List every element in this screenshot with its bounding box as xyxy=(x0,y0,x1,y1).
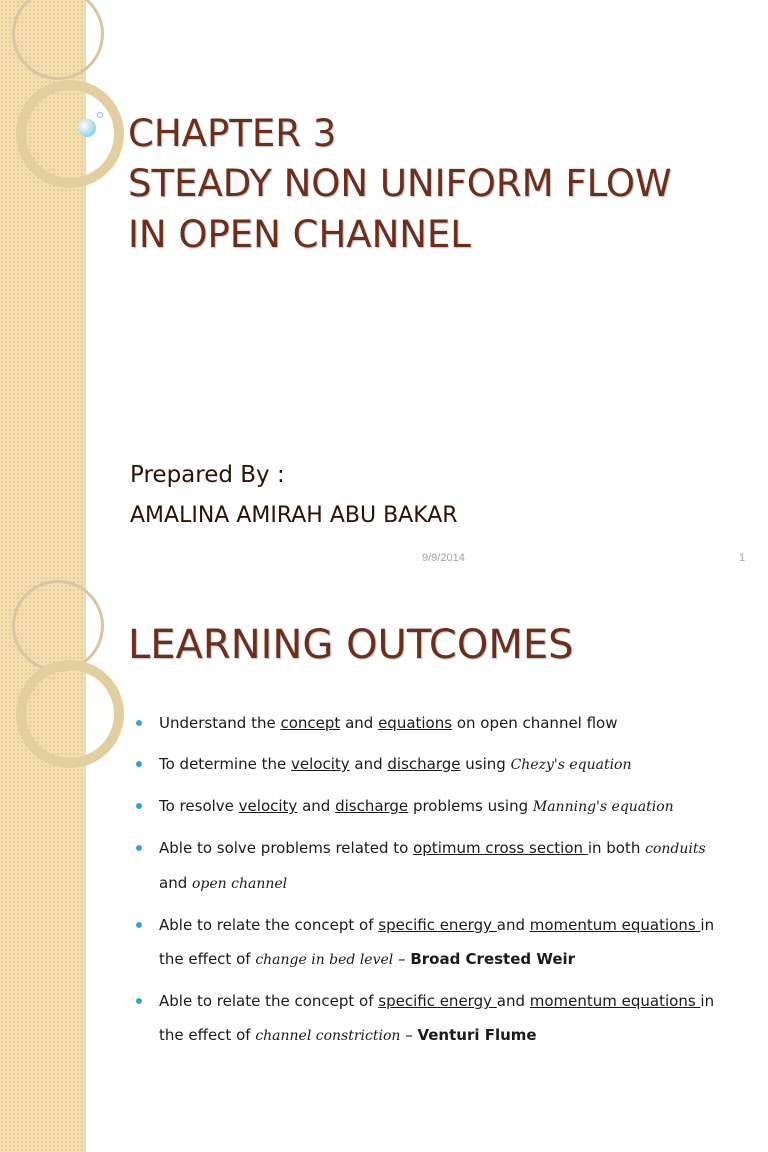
list-item: Understand the concept and equations on open channel flow xyxy=(136,706,736,740)
slide-title-line-1: CHAPTER 3 xyxy=(128,112,337,155)
list-item: To determine the velocity and discharge using Chezy's equation xyxy=(136,747,736,782)
author-name: AMALINA AMIRAH ABU BAKAR xyxy=(130,503,458,528)
prepared-by-label: Prepared By : xyxy=(130,462,285,488)
decorative-bubble-icon xyxy=(78,119,96,137)
slide-date: 9/9/2014 xyxy=(422,552,465,564)
decorative-ring-large xyxy=(12,580,104,672)
slide-title-line-2: STEADY NON UNIFORM FLOW xyxy=(128,162,672,205)
learning-outcomes-list xyxy=(136,706,736,1060)
slide-title: LEARNING OUTCOMES xyxy=(128,622,574,668)
list-item: Able to solve problems related to optimum cross section in both conduits and open channel xyxy=(136,831,736,901)
slide-title-line-3: IN OPEN CHANNEL xyxy=(128,213,471,256)
list-item: Able to relate the concept of specific energy and momentum equations in the effect of channel constriction – Venturi Flume xyxy=(136,984,736,1053)
list-item: To resolve velocity and discharge problems using Manning's equation xyxy=(136,789,736,824)
decorative-ring-medium xyxy=(16,660,124,768)
learning-outcomes-slide xyxy=(0,576,768,1152)
decorative-ring-medium xyxy=(16,80,124,188)
slide-page-number: 1 xyxy=(739,552,746,564)
decorative-bubble-small-icon xyxy=(97,112,103,118)
list-item: Able to relate the concept of specific energy and momentum equations in the effect of change in bed level – Broad Crested Weir xyxy=(136,908,736,977)
